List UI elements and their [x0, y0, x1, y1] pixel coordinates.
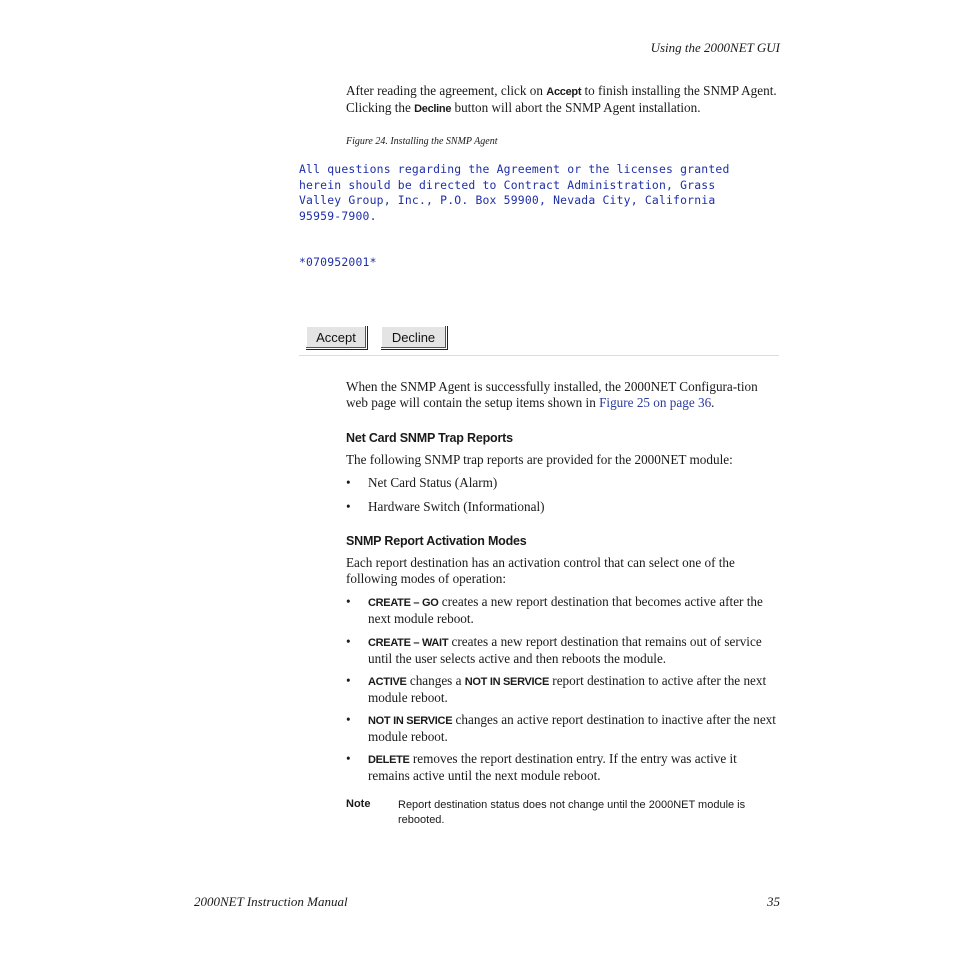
mode-text: changes a [406, 673, 465, 688]
trap-intro: The following SNMP trap reports are provided for the 2000NET module: [346, 452, 733, 467]
bullet-glyph: • [346, 499, 351, 514]
intro-paragraph [346, 83, 780, 117]
mode-text: report destination to active after the next module reboot. [368, 673, 767, 705]
mode-description [368, 751, 780, 784]
success-paragraph [346, 379, 780, 411]
figure-caption: Figure 24. Installing the SNMP Agent [346, 136, 498, 147]
bullet-glyph: • [346, 712, 351, 727]
mode-text: removes the report destination entry. If the entry was active it remains active until the next module reboot. [368, 751, 737, 783]
mode-keyword: CREATE – GO [368, 597, 439, 609]
license-line: 95959-7900. [299, 208, 377, 223]
license-line: All questions regarding the Agreement or the licenses granted [299, 162, 730, 176]
mode-description [368, 634, 780, 667]
mode-description [368, 594, 780, 627]
note-label: Note [346, 798, 371, 810]
intro-text-3: button will abort the SNMP Agent installation. [451, 100, 701, 115]
page-number: 35 [767, 894, 780, 909]
mode-keyword: DELETE [368, 754, 410, 766]
footer-manual-title: 2000NET Instruction Manual [194, 894, 348, 909]
mode-text: changes an active report destination to inactive after the next module reboot. [368, 712, 776, 744]
bullet-glyph: • [346, 634, 351, 649]
license-line: Valley Group, Inc., P.O. Box 59900, Nevada City, California [299, 193, 716, 207]
success-text: When the SNMP Agent is successfully installed, the 2000NET Configura-tion web page will contain the setup items shown in [346, 379, 758, 410]
note-text: Report destination status does not change until the 2000NET module is rebooted. [398, 799, 746, 826]
trap-item-label: Hardware Switch (Informational) [368, 499, 545, 514]
bullet-glyph: • [346, 594, 351, 609]
activation-modes-heading: SNMP Report Activation Modes [346, 534, 527, 548]
modes-intro: Each report destination has an activation control that can select one of the following modes of operation: [346, 555, 735, 586]
mode-text: creates a new report destination that remains out of service until the user selects active and then reboots the module. [368, 634, 762, 666]
running-header: Using the 2000NET GUI [650, 40, 780, 55]
decline-button[interactable]: Decline [380, 325, 447, 349]
trap-item-label: Net Card Status (Alarm) [368, 475, 498, 490]
mode-description [368, 712, 780, 745]
mode-keyword: NOT IN SERVICE [368, 715, 453, 727]
bullet-glyph: • [346, 751, 351, 766]
decline-keyword: Decline [414, 103, 452, 115]
mode-keyword: NOT IN SERVICE [464, 676, 549, 688]
agreement-code: *070952001* [299, 255, 377, 269]
bullet-glyph: • [346, 673, 351, 688]
license-text-block [299, 162, 779, 224]
figure-divider [299, 355, 779, 356]
mode-keyword: ACTIVE [368, 676, 407, 688]
bullet-glyph: • [346, 475, 351, 490]
intro-text-1: After reading the agreement, click on [346, 83, 547, 98]
trap-reports-heading: Net Card SNMP Trap Reports [346, 431, 513, 445]
mode-keyword: CREATE – WAIT [368, 637, 449, 649]
mode-description [368, 673, 780, 706]
accept-keyword: Accept [546, 86, 582, 98]
accept-button[interactable]: Accept [305, 325, 367, 349]
mode-text: creates a new report destination that becomes active after the next module reboot. [368, 594, 763, 626]
intro-text-2: to finish installing the SNMP Agent. Clicking the [346, 83, 777, 115]
success-period: . [711, 395, 715, 410]
license-line: herein should be directed to Contract Administration, Grass [299, 177, 716, 192]
figure-25-link[interactable]: Figure 25 on page 36 [599, 395, 712, 410]
